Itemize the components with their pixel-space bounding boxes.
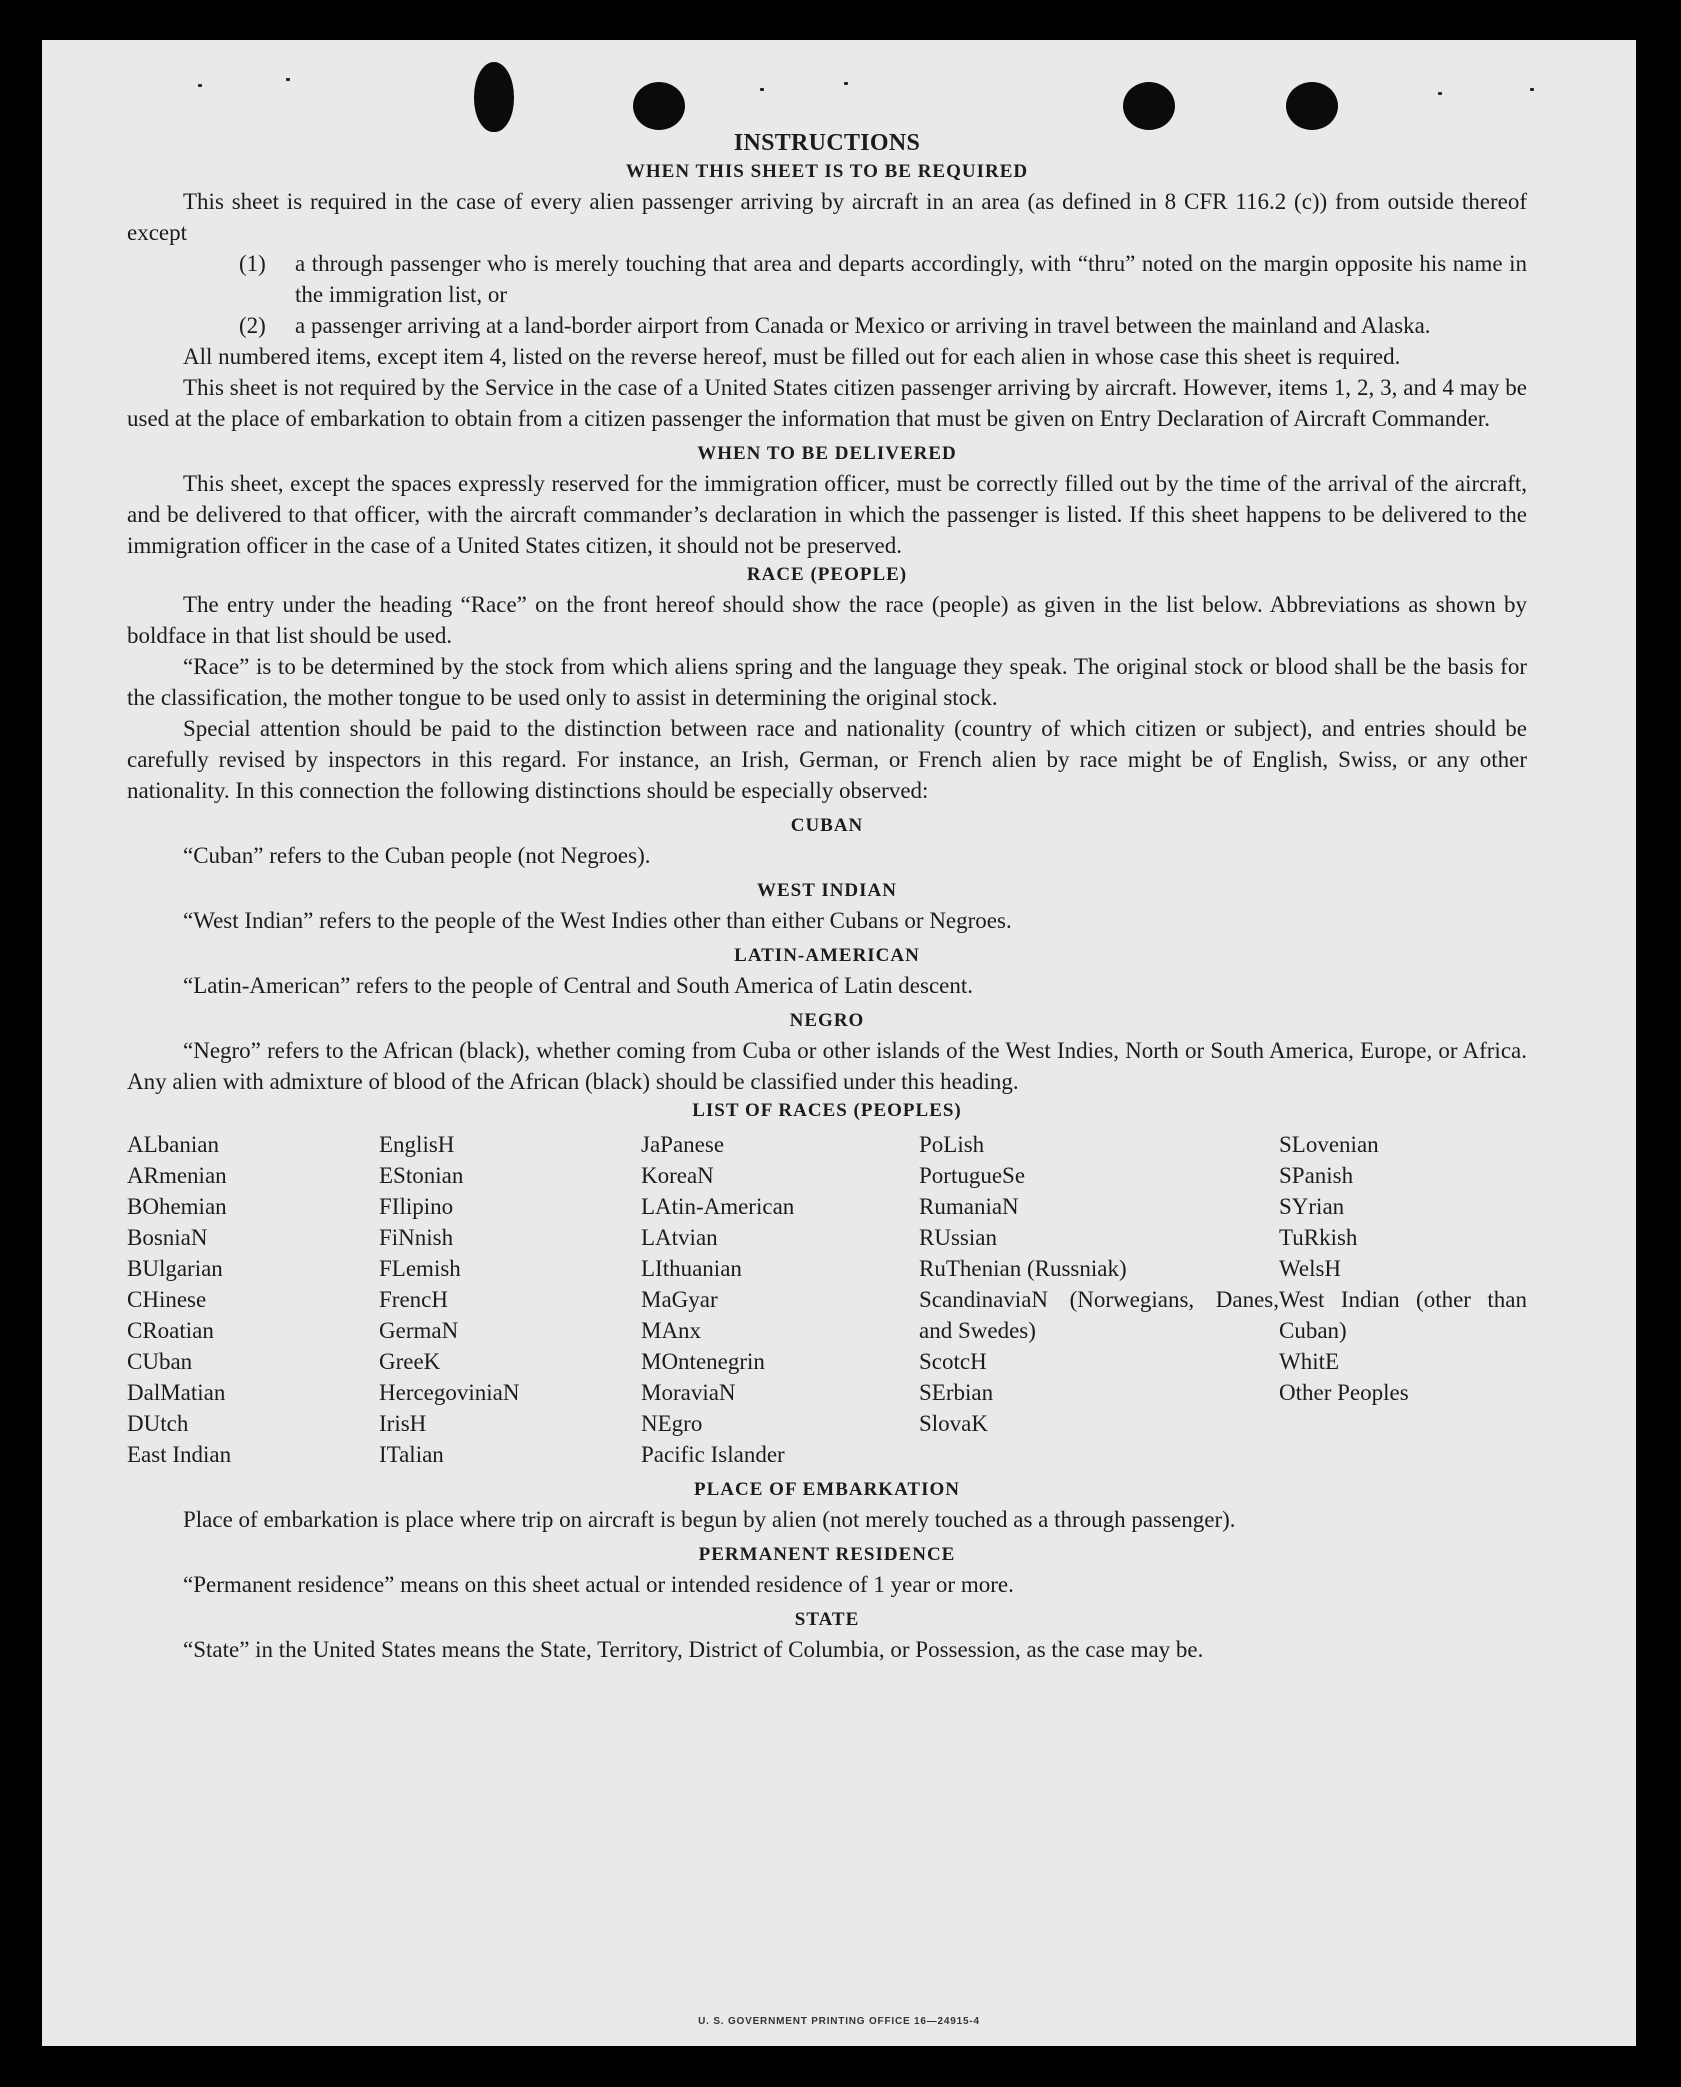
paragraph: This sheet, except the spaces expressly reserved for the immigration officer, must be correctly filled out by the time of the arrival of the aircraft, and be delivered to that officer, with the aircraft commander’s declaration in which the passenger is listed. If this sheet happens to be delivered to the immigration officer in the case of a United States citizen, it should not be preserved. xyxy=(127,471,1527,558)
speck xyxy=(760,88,764,91)
race-entry: RumaniaN xyxy=(919,1194,1019,1219)
race-entry: PoLish xyxy=(919,1132,985,1157)
speck xyxy=(1530,88,1534,91)
section-heading-cuban: CUBAN xyxy=(790,815,864,836)
race-entry: BOhemian xyxy=(127,1194,227,1219)
speck xyxy=(286,78,290,81)
race-entry: GermaN xyxy=(379,1318,459,1343)
item-text: a passenger arriving at a land-border airport from Canada or Mexico or arriving in travel between the mainland and Alaska. xyxy=(295,313,1431,338)
race-entry: SlovaK xyxy=(919,1411,988,1436)
race-entry: West Indian (other than Cuban) xyxy=(1279,1287,1527,1343)
speck xyxy=(198,84,202,87)
race-entry: SPanish xyxy=(1279,1163,1354,1188)
race-entry: HercegoviniaN xyxy=(379,1380,520,1405)
race-entry: DUtch xyxy=(127,1411,189,1436)
punch-hole xyxy=(1123,82,1175,130)
section-heading-list-of-races: LIST OF RACES (PEOPLES) xyxy=(692,1100,962,1121)
race-entry: SErbian xyxy=(919,1380,994,1405)
race-entry: MoraviaN xyxy=(641,1380,736,1405)
paragraph: All numbered items, except item 4, listed on the reverse hereof, must be filled out for each alien in whose case this sheet is required. xyxy=(183,344,1401,369)
race-entry: RUssian xyxy=(919,1225,997,1250)
race-entry: DalMatian xyxy=(127,1380,226,1405)
race-column xyxy=(1279,1129,1527,1470)
paragraph: “Latin-American” refers to the people of Central and South America of Latin descent. xyxy=(183,973,973,998)
race-entry: LAtvian xyxy=(641,1225,718,1250)
paragraph: Place of embarkation is place where trip on aircraft is begun by alien (not merely touched as a through passenger). xyxy=(183,1507,1236,1532)
race-column xyxy=(379,1129,641,1470)
race-entry: Other Peoples xyxy=(1279,1380,1409,1405)
race-entry: CRoatian xyxy=(127,1318,214,1343)
paragraph: “State” in the United States means the State, Territory, District of Columbia, or Possession, as the case may be. xyxy=(183,1637,1204,1662)
section-heading-when-required: WHEN THIS SHEET IS TO BE REQUIRED xyxy=(625,161,1029,182)
race-entry: LAtin-American xyxy=(641,1194,795,1219)
section-heading-residence: PERMANENT RESIDENCE xyxy=(698,1544,956,1565)
race-entry: BUlgarian xyxy=(127,1256,223,1281)
race-entry: Pacific Islander xyxy=(641,1442,785,1467)
paragraph: This sheet is not required by the Service in the case of a United States citizen passenger arriving by aircraft. However, items 1, 2, 3, and 4 may be used at the place of embarkation to obtain from a citizen passenger the information that must be given on Entry Declaration of Aircraft Commander. xyxy=(127,375,1527,431)
section-heading-latin-american: LATIN-AMERICAN xyxy=(734,945,920,966)
race-entry: PortugueSe xyxy=(919,1163,1026,1188)
speck xyxy=(1438,92,1442,95)
race-entry: FLemish xyxy=(379,1256,461,1281)
race-entry: GreeK xyxy=(379,1349,441,1374)
paragraph: “Permanent residence” means on this sheet actual or intended residence of 1 year or more. xyxy=(183,1572,1014,1597)
section-heading-state: STATE xyxy=(794,1609,860,1630)
race-entry: EnglisH xyxy=(379,1132,455,1157)
race-column xyxy=(919,1129,1279,1470)
race-entry: WhitE xyxy=(1279,1349,1340,1374)
paragraph: “Cuban” refers to the Cuban people (not Negroes). xyxy=(183,843,651,868)
exception-item xyxy=(127,248,1527,310)
race-entry: MOntenegrin xyxy=(641,1349,765,1374)
race-entry: FrencH xyxy=(379,1287,448,1312)
race-entry: SYrian xyxy=(1279,1194,1345,1219)
paragraph: “West Indian” refers to the people of the West Indies other than either Cubans or Negroes. xyxy=(183,908,1012,933)
paragraph: “Negro” refers to the African (black), whether coming from Cuba or other islands of the West Indies, North or South America, Europe, or Africa. Any alien with admixture of blood of the African (black) should be classified under this heading. xyxy=(127,1038,1527,1094)
race-entry: CUban xyxy=(127,1349,193,1374)
race-entry: ARmenian xyxy=(127,1163,227,1188)
race-entry: East Indian xyxy=(127,1442,232,1467)
item-number: (2) xyxy=(239,313,266,338)
race-entry: ALbanian xyxy=(127,1132,219,1157)
race-entry: MAnx xyxy=(641,1318,702,1343)
punch-hole xyxy=(633,82,685,130)
race-entry: KoreaN xyxy=(641,1163,714,1188)
page-title: INSTRUCTIONS xyxy=(733,130,921,156)
race-entry: ScotcH xyxy=(919,1349,987,1374)
race-entry: EStonian xyxy=(379,1163,464,1188)
race-column xyxy=(127,1129,379,1470)
exception-item xyxy=(127,310,1527,341)
race-entry: BosniaN xyxy=(127,1225,208,1250)
section-heading-west-indian: WEST INDIAN xyxy=(757,880,897,901)
race-entry: ScandinaviaN (Norwegians, Danes, and Swedes) xyxy=(919,1287,1279,1343)
race-entry: RuThenian (Russniak) xyxy=(919,1256,1127,1281)
race-list xyxy=(127,1129,1527,1470)
paragraph: “Race” is to be determined by the stock from which aliens spring and the language they speak. The original stock or blood shall be the basis for the classification, the mother tongue to be used only to assist in determining the original stock. xyxy=(127,654,1527,710)
race-column xyxy=(641,1129,919,1470)
item-number: (1) xyxy=(239,251,266,276)
race-entry: SLovenian xyxy=(1279,1132,1379,1157)
race-entry: CHinese xyxy=(127,1287,207,1312)
paragraph: Special attention should be paid to the distinction between race and nationality (country of which citizen or subject), and entries should be carefully revised by inspectors in this regard. For instance, an Irish, German, or French alien by race might be of English, Swiss, or any other nationality. In this connection the following distinctions should be especially observed: xyxy=(127,716,1527,803)
instructions-body xyxy=(127,128,1527,1665)
section-heading-race: RACE (PEOPLE) xyxy=(746,564,908,585)
paragraph: This sheet is required in the case of every alien passenger arriving by aircraft in an area (as defined in 8 CFR 116.2 (c)) from outside thereof except xyxy=(127,189,1527,245)
race-entry: MaGyar xyxy=(641,1287,718,1312)
race-entry: FIlipino xyxy=(379,1194,454,1219)
race-entry: NEgro xyxy=(641,1411,703,1436)
document-sheet xyxy=(42,40,1636,2046)
race-entry: FiNnish xyxy=(379,1225,454,1250)
race-entry: TuRkish xyxy=(1279,1225,1358,1250)
race-entry: ITalian xyxy=(379,1442,444,1467)
punch-hole xyxy=(474,62,514,132)
punch-hole xyxy=(1286,82,1338,130)
section-heading-when-delivered: WHEN TO BE DELIVERED xyxy=(697,443,957,464)
section-heading-negro: NEGRO xyxy=(789,1010,865,1031)
item-text: a through passenger who is merely touching that area and departs accordingly, with “thru” noted on the margin opposite his name in the immigration list, or xyxy=(295,251,1527,307)
race-entry: WelsH xyxy=(1279,1256,1342,1281)
race-entry: LIthuanian xyxy=(641,1256,742,1281)
speck xyxy=(844,82,848,85)
race-entry: JaPanese xyxy=(641,1132,725,1157)
printer-imprint: U. S. GOVERNMENT PRINTING OFFICE 16—24915-4 xyxy=(698,2016,980,2027)
section-heading-embarkation: PLACE OF EMBARKATION xyxy=(694,1479,960,1500)
race-entry: IrisH xyxy=(379,1411,427,1436)
paragraph: The entry under the heading “Race” on the front hereof should show the race (people) as given in the list below. Abbreviations as shown by boldface in that list should be used. xyxy=(127,592,1527,648)
